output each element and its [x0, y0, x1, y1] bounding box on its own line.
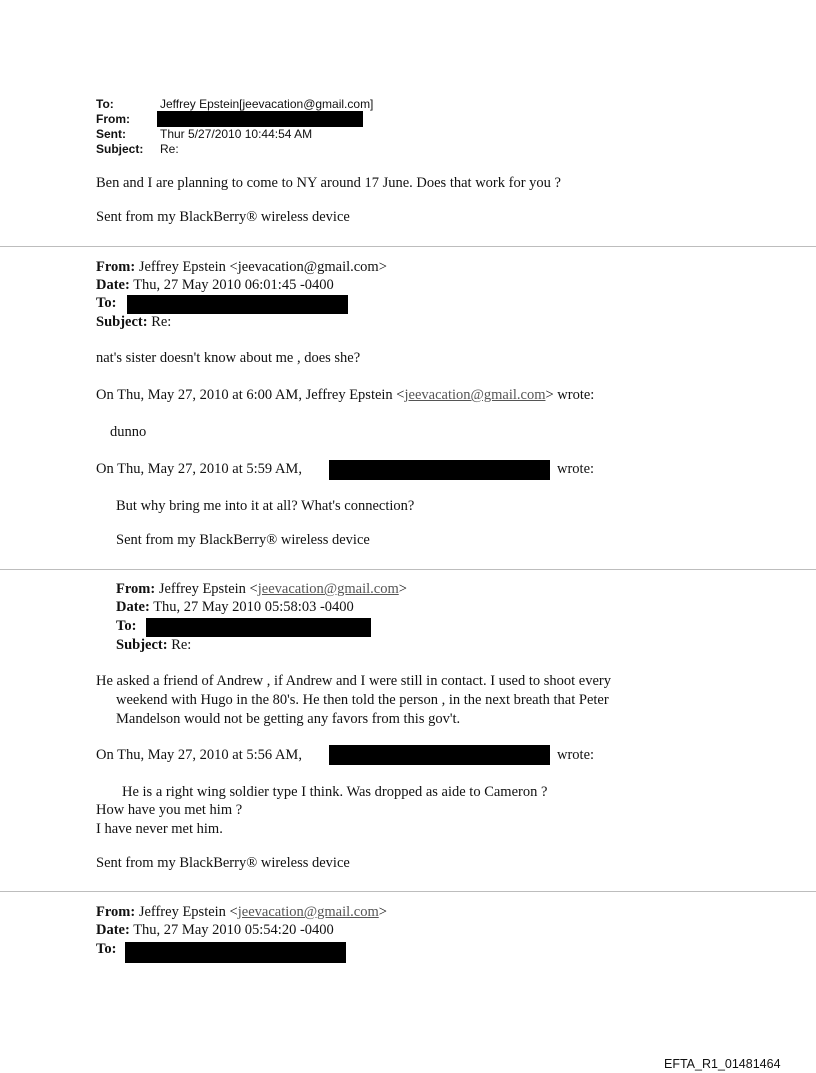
sent-value: Thur 5/27/2010 10:44:54 AM	[160, 127, 313, 141]
sent-label: Sent:	[96, 127, 126, 141]
subject-value: Re:	[160, 142, 179, 156]
quote-attribution-prefix: On Thu, May 27, 2010 at 5:56 AM,	[96, 747, 302, 763]
quote-line: How have you met him ?	[96, 802, 243, 818]
redaction-box	[329, 460, 550, 480]
message2-body: nat's sister doesn't know about me , does she?	[96, 350, 361, 366]
quote-line: I have never met him.	[96, 821, 223, 837]
message3-signature: Sent from my BlackBerry® wireless device	[96, 855, 350, 871]
from-line: From: Jeffrey Epstein <jeevacation@gmail.com>	[96, 904, 387, 920]
quote1-body: dunno	[110, 424, 147, 440]
subject-line: Subject: Re:	[96, 314, 172, 330]
quote2-body: But why bring me into it at all? What's connection?	[116, 498, 415, 514]
to-label: To:	[96, 97, 114, 111]
from-line: From: Jeffrey Epstein <jeevacation@gmail.com>	[116, 581, 407, 597]
divider	[0, 246, 816, 247]
message1-body: Ben and I are planning to come to NY around 17 June. Does that work for you ?	[96, 175, 561, 191]
redaction-box	[125, 942, 346, 963]
message3-body-line: weekend with Hugo in the 80's. He then told the person , in the next breath that Peter	[116, 692, 609, 708]
email-link[interactable]: jeevacation@gmail.com	[257, 581, 399, 597]
to-line: To:	[96, 295, 117, 311]
date-line: Date: Thu, 27 May 2010 05:54:20 -0400	[96, 922, 334, 938]
redaction-box	[146, 618, 371, 637]
divider	[0, 569, 816, 570]
email-link[interactable]: jeevacation@gmail.com	[237, 904, 379, 920]
quote-line: He is a right wing soldier type I think. Was dropped as aide to Cameron ?	[122, 784, 548, 800]
date-line: Date: Thu, 27 May 2010 06:01:45 -0400	[96, 277, 334, 293]
subject-line: Subject: Re:	[116, 637, 192, 653]
message3-body-line: He asked a friend of Andrew , if Andrew and I were still in contact. I used to shoot every	[96, 673, 611, 689]
redaction-box	[127, 295, 348, 314]
quote1-attribution: On Thu, May 27, 2010 at 6:00 AM, Jeffrey Epstein <jeevacation@gmail.com> wrote:	[96, 387, 595, 403]
from-label: From:	[96, 112, 130, 126]
date-line: Date: Thu, 27 May 2010 05:58:03 -0400	[116, 599, 354, 615]
quote2-signature: Sent from my BlackBerry® wireless device	[116, 532, 370, 548]
to-line: To:	[116, 618, 137, 634]
divider	[0, 891, 816, 892]
quote2-attribution-suffix: wrote:	[557, 461, 595, 477]
message3-body-line: Mandelson would not be getting any favors from this gov't.	[116, 711, 461, 727]
quote-attribution-suffix: wrote:	[557, 747, 595, 763]
redaction-box	[157, 111, 363, 127]
email-link[interactable]: jeevacation@gmail.com	[404, 387, 546, 403]
document-id: EFTA_R1_01481464	[664, 1057, 781, 1071]
message1-signature: Sent from my BlackBerry® wireless device	[96, 209, 350, 225]
to-line: To:	[96, 941, 117, 957]
quote2-attribution-prefix: On Thu, May 27, 2010 at 5:59 AM,	[96, 461, 302, 477]
to-value: Jeffrey Epstein[jeevacation@gmail.com]	[160, 97, 374, 111]
redaction-box	[329, 745, 550, 765]
from-line: From: Jeffrey Epstein <jeevacation@gmail.com>	[96, 259, 387, 275]
subject-label: Subject:	[96, 142, 144, 156]
